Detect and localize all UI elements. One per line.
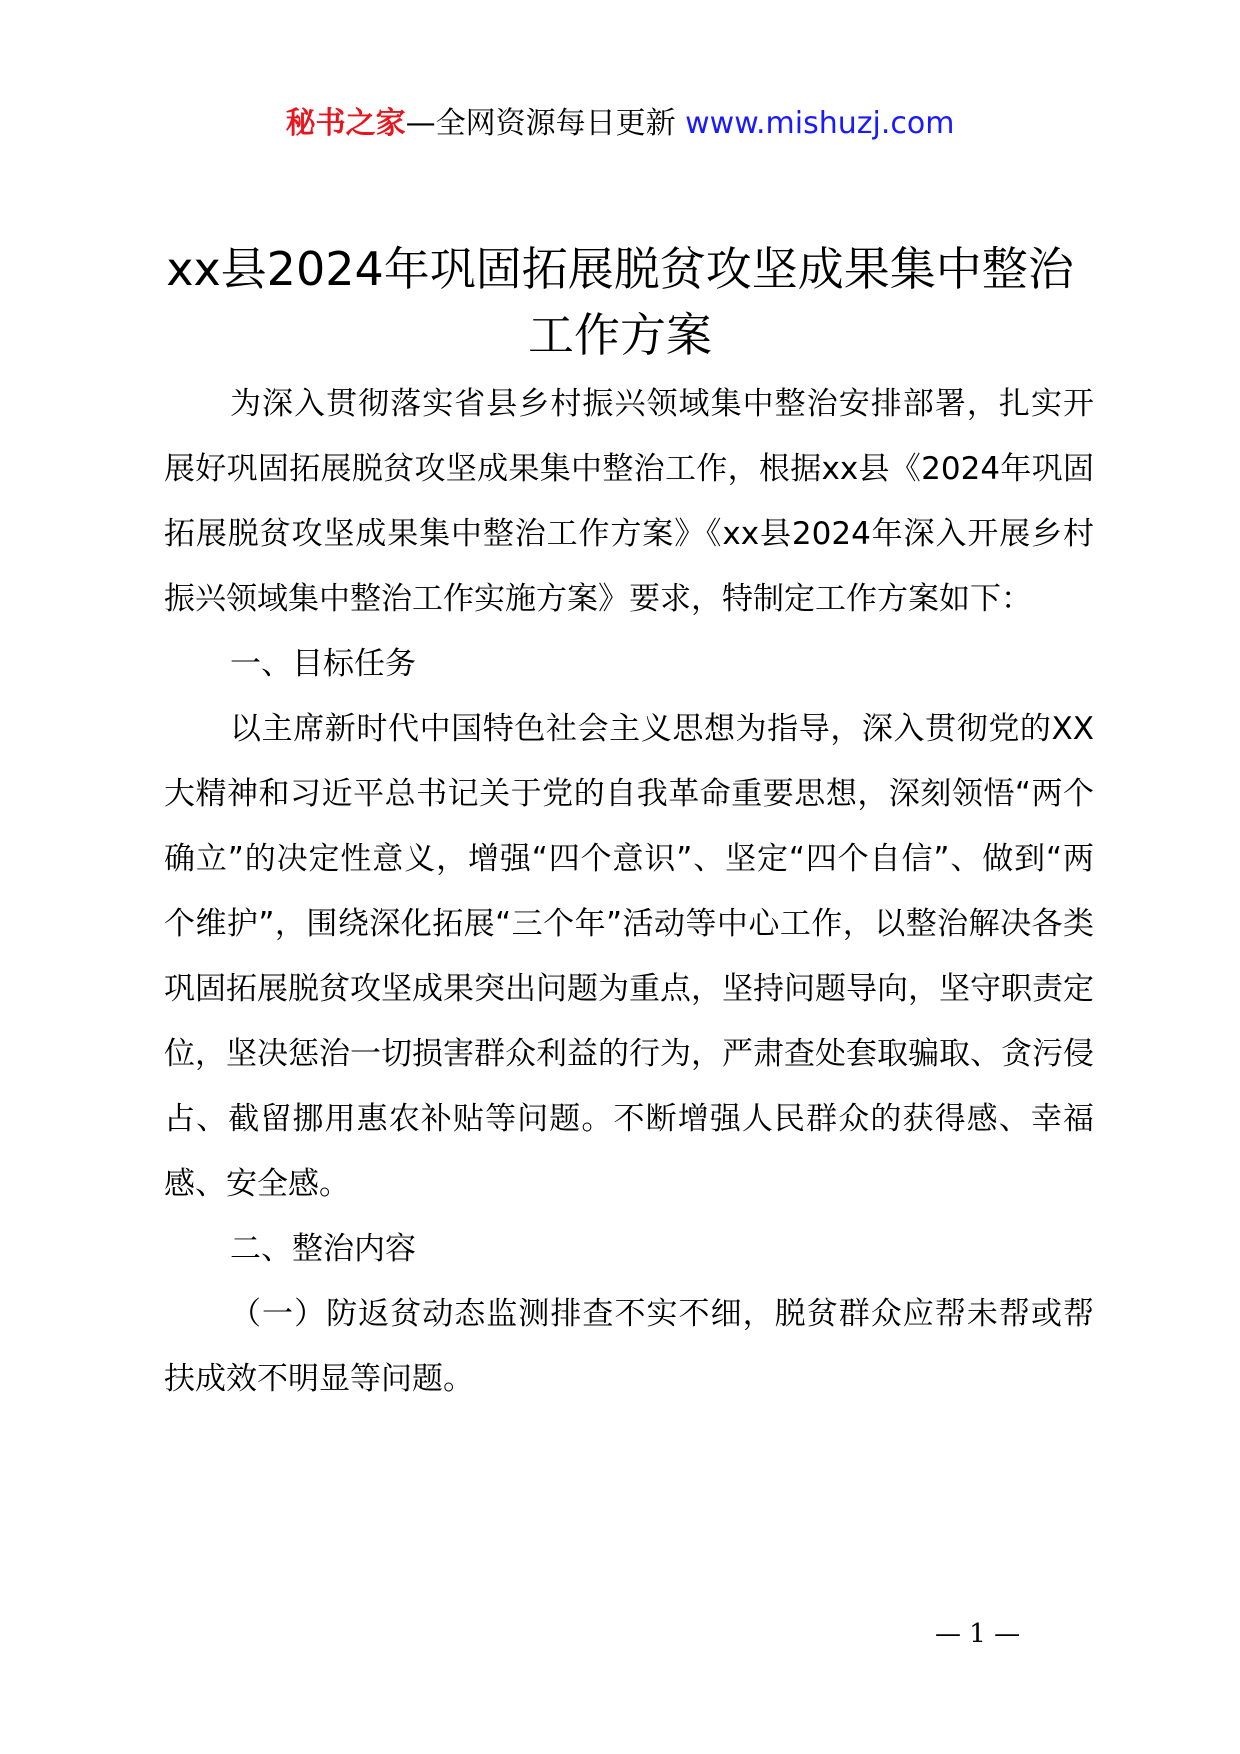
page-number: — 1 —	[935, 1619, 1021, 1649]
intro-paragraph: 为深入贯彻落实省县乡村振兴领域集中整治安排部署，扎实开展好巩固拓展脱贫攻坚成果集中整治工作，根据xx县《2024年巩固拓展脱贫攻坚成果集中整治工作方案》《xx县2024年深入开展乡村振兴领域集中整治工作实施方案》要求，特制定工作方案如下：	[164, 386, 1094, 617]
site-slogan: —全网资源每日更新	[405, 106, 686, 141]
section-heading-content: 二、整治内容	[230, 1231, 416, 1267]
goals-paragraph: 以主席新时代中国特色社会主义思想为指导，深入贯彻党的XX大精神和习近平总书记关于党的自我革命重要思想，深刻领悟“两个确立”的决定性意义，增强“四个意识”、坚定“四个自信”、做到“两个维护”，围绕深化拓展“三个年”活动等中心工作，以整治解决各类巩固拓展脱贫攻坚成果突出问题为重点，坚持问题导向，坚守职责定位，坚决惩治一切损害群众利益的行为，严肃查处套取骗取、贪污侵占、截留挪用惠农补贴等问题。不断增强人民群众的获得感、幸福感、安全感。	[164, 711, 1094, 1202]
document-body	[164, 372, 1094, 1412]
content-item-1: （一）防返贫动态监测排查不实不细，脱贫群众应帮未帮或帮扶成效不明显等问题。	[164, 1296, 1094, 1397]
document-title: xx县2024年巩固拓展脱贫攻坚成果集中整治工作方案	[166, 242, 1074, 362]
section-heading-goals: 一、目标任务	[230, 646, 416, 682]
site-brand: 秘书之家	[285, 106, 406, 141]
site-header	[0, 104, 1240, 144]
site-url-link[interactable]: www.mishuzj.com	[685, 106, 955, 141]
